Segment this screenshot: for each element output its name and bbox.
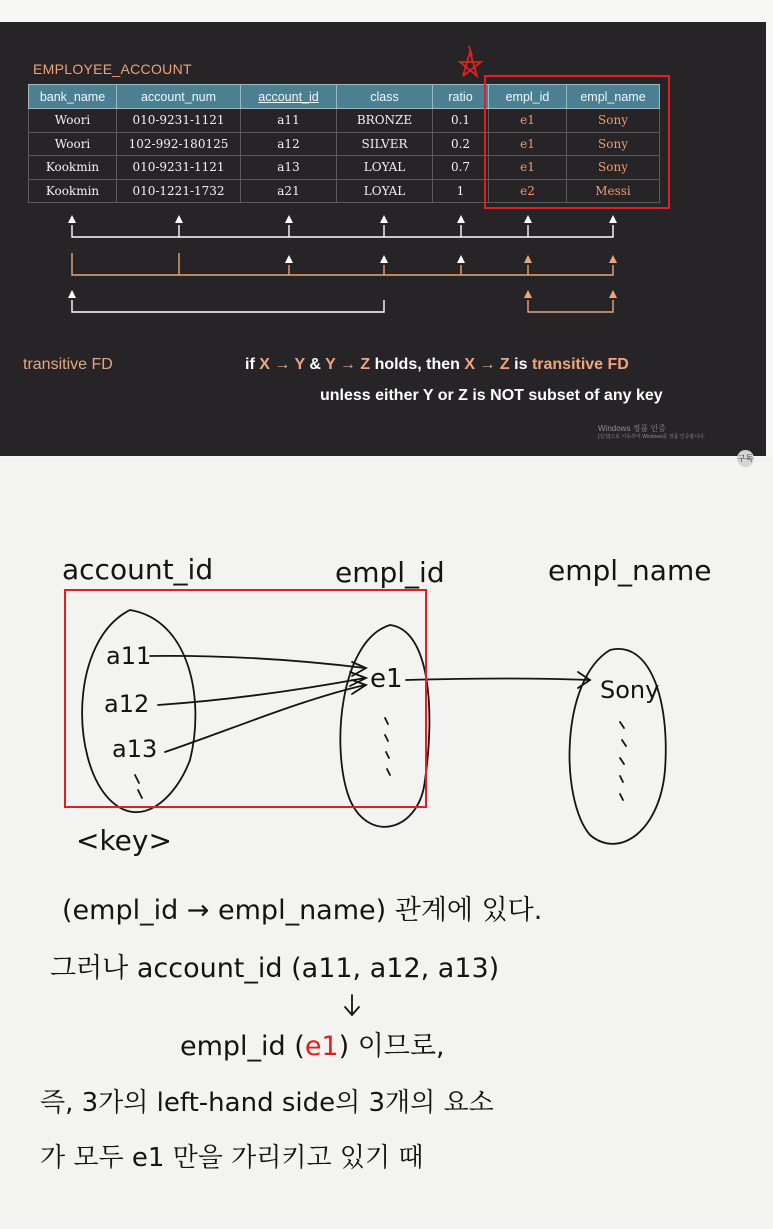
- diagram-item-sony: Sony: [600, 676, 660, 704]
- diagram-header-empl-name: empl_name: [548, 554, 712, 587]
- table-cell: e1: [489, 109, 567, 133]
- note-line-4-suffix: ) 이므로,: [338, 1031, 445, 1062]
- table-cell: a12: [241, 132, 337, 156]
- column-header: bank_name: [29, 85, 117, 109]
- column-header: account_num: [117, 85, 241, 109]
- watermark-subtitle: [설정]으로 이동하여 Windows를 정품 인증합니다.: [598, 434, 706, 440]
- rule-is: is: [514, 356, 528, 373]
- table-cell: Sony: [567, 156, 660, 180]
- rule-x-to-z: X → Z: [464, 356, 510, 373]
- table-cell: 010-9231-1121: [117, 109, 241, 133]
- table-cell: 0.2: [433, 132, 489, 156]
- rule-x-to-y: X → Y: [259, 356, 305, 373]
- table-cell: Sony: [567, 109, 660, 133]
- ellipsis-dots: [620, 722, 626, 800]
- watermark-title: Windows 정품 인증: [598, 424, 666, 433]
- table-cell: Sony: [567, 132, 660, 156]
- table-cell: 102-992-180125: [117, 132, 241, 156]
- note-line-4: [180, 1024, 445, 1063]
- note-line-4-prefix: empl_id (: [180, 1031, 305, 1062]
- table-cell: Woori: [29, 109, 117, 133]
- empl-id-set-oval: [340, 625, 429, 827]
- column-header: class: [337, 85, 433, 109]
- table-cell: e1: [489, 132, 567, 156]
- diagram-item-a11: a11: [106, 642, 152, 670]
- diagram-item-e1: e1: [370, 664, 403, 694]
- rule-exception: unless either Y or Z is NOT subset of any key: [320, 387, 663, 404]
- table-cell: Woori: [29, 132, 117, 156]
- table-cell: BRONZE: [337, 109, 433, 133]
- arrow-a11-e1: [150, 656, 365, 668]
- column-header: empl_id: [489, 85, 567, 109]
- table-cell: 010-9231-1121: [117, 156, 241, 180]
- table-cell: 010-1221-1732: [117, 179, 241, 203]
- table-cell: Kookmin: [29, 179, 117, 203]
- table-cell: 0.7: [433, 156, 489, 180]
- note-line-2: 그러나 account_id (a11, a12, a13): [50, 953, 500, 984]
- table-cell: 0.1: [433, 109, 489, 133]
- rule-y-to-z: Y → Z: [325, 356, 371, 373]
- table-cell: Messi: [567, 179, 660, 203]
- subscribe-icon[interactable]: 구독: [737, 450, 754, 467]
- column-header-key: account_id: [241, 85, 337, 109]
- diagram-item-a12: a12: [104, 690, 150, 718]
- column-header: empl_name: [567, 85, 660, 109]
- note-line-5: 즉, 3가의 left-hand side의 3개의 요소: [40, 1088, 494, 1118]
- table-cell: e2: [489, 179, 567, 203]
- table-cell: SILVER: [337, 132, 433, 156]
- ellipsis-dots: [385, 718, 390, 775]
- table-cell: a11: [241, 109, 337, 133]
- rule-if: if: [245, 356, 255, 373]
- diagram-header-empl-id: empl_id: [335, 556, 445, 589]
- rule-transitive-fd: transitive FD: [531, 356, 629, 373]
- transitive-fd-label: transitive FD: [23, 356, 113, 373]
- note-line-4-e1: e1: [304, 1031, 339, 1062]
- arrow-a12-e1: [158, 678, 365, 705]
- table-cell: a13: [241, 156, 337, 180]
- table-cell: a21: [241, 179, 337, 203]
- down-arrow-icon: [345, 995, 359, 1015]
- diagram-header-account-id: account_id: [62, 553, 214, 586]
- table-cell: Kookmin: [29, 156, 117, 180]
- note-line-1: (empl_id → empl_name) 관계에 있다.: [62, 895, 543, 926]
- arrow-e1-sony: [406, 679, 588, 681]
- note-line-6: 가 모두 e1 만을 가리키고 있기 때: [40, 1143, 424, 1173]
- diagram-item-a13: a13: [112, 735, 158, 763]
- diagram-key-label: <key>: [76, 824, 172, 857]
- ellipsis-dots: [135, 775, 142, 798]
- table-cell: LOYAL: [337, 156, 433, 180]
- table-cell: 1: [433, 179, 489, 203]
- table-cell: e1: [489, 156, 567, 180]
- table-title: EMPLOYEE_ACCOUNT: [33, 61, 192, 77]
- rule-holds-then: holds, then: [374, 356, 460, 373]
- table-cell: LOYAL: [337, 179, 433, 203]
- column-header: ratio: [433, 85, 489, 109]
- rule-amp: &: [309, 356, 321, 373]
